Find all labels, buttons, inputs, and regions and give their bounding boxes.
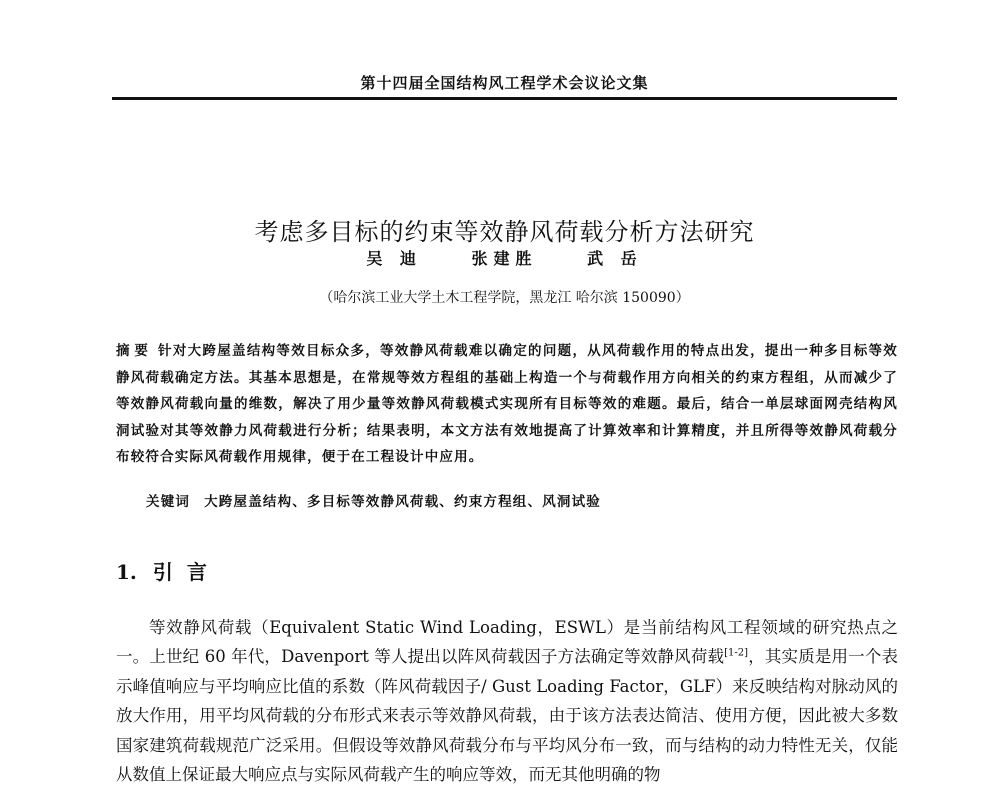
- author: 吴 迪: [366, 249, 422, 268]
- abstract-text: 针对大跨屋盖结构等效目标众多，等效静风荷载难以确定的问题，从风荷载作用的特点出发，提出一种多目标等效静风荷载确定方法。其基本思想是，在常规等效方程组的基础上构造一个与荷载作用方向相关的约束方程组，从而减少了等效静风荷载向量的维数，解决了用少量等效静风荷载模式实现所有目标等效的难题。最后，结合一单层球面网壳结构风洞试验对其等效静力风荷载进行分析；结果表明，本文方法有效地提高了计算效率和计算精度，并且所得等效静风荷载分布较符合实际风荷载作用规律，便于在工程设计中应用。: [116, 343, 899, 465]
- keywords: [146, 490, 898, 510]
- body-paragraph: [116, 613, 898, 790]
- author: 武 岳: [587, 249, 643, 268]
- abstract-label: 摘 要: [116, 343, 149, 359]
- body-text-part: ，其实质是用一个表示峰值响应与平均响应比值的系数（阵风荷载因子/ Gust Loading Factor，GLF）来反映结构对脉动风的放大作用，用平均风荷载的分布形式来表示等效静风荷载，由于该方法表达简洁、使用方便，因此被大多数国家建筑荷载规范广泛采用。但假设等效静风荷载分布与平均风分布一致，而与结构的动力特性无关，仅能从数值上保证最大响应点与实际风荷载产生的响应等效，而无其他明确的物: [116, 647, 899, 784]
- keywords-text: 大跨屋盖结构、多目标等效静风荷载、约束方程组、风洞试验: [204, 494, 602, 510]
- section-number: 1.: [116, 560, 137, 584]
- affiliation: （哈尔滨工业大学土木工程学院，黑龙江 哈尔滨 150090）: [319, 290, 690, 306]
- section-title: 引言: [152, 560, 221, 584]
- abstract: [116, 338, 898, 471]
- body-text-part: 等效静风荷载（Equivalent Static Wind Loading，ESWL）是当前结构风工程领域的研究热点之一。上世纪 60 年代，Davenport 等人提出以阵风荷载因子方法确定等效静风荷载: [116, 617, 898, 666]
- citation[interactable]: [1-2]: [724, 647, 749, 659]
- section-heading: [116, 556, 221, 585]
- paper-title: 考虑多目标的约束等效静风荷载分析方法研究: [254, 218, 755, 247]
- author-list: [112, 246, 897, 269]
- author: 张建胜: [471, 249, 538, 268]
- header-rule: [112, 97, 897, 100]
- keywords-label: 关键词: [146, 494, 191, 510]
- running-header: 第十四届全国结构风工程学术会议论文集: [360, 74, 649, 92]
